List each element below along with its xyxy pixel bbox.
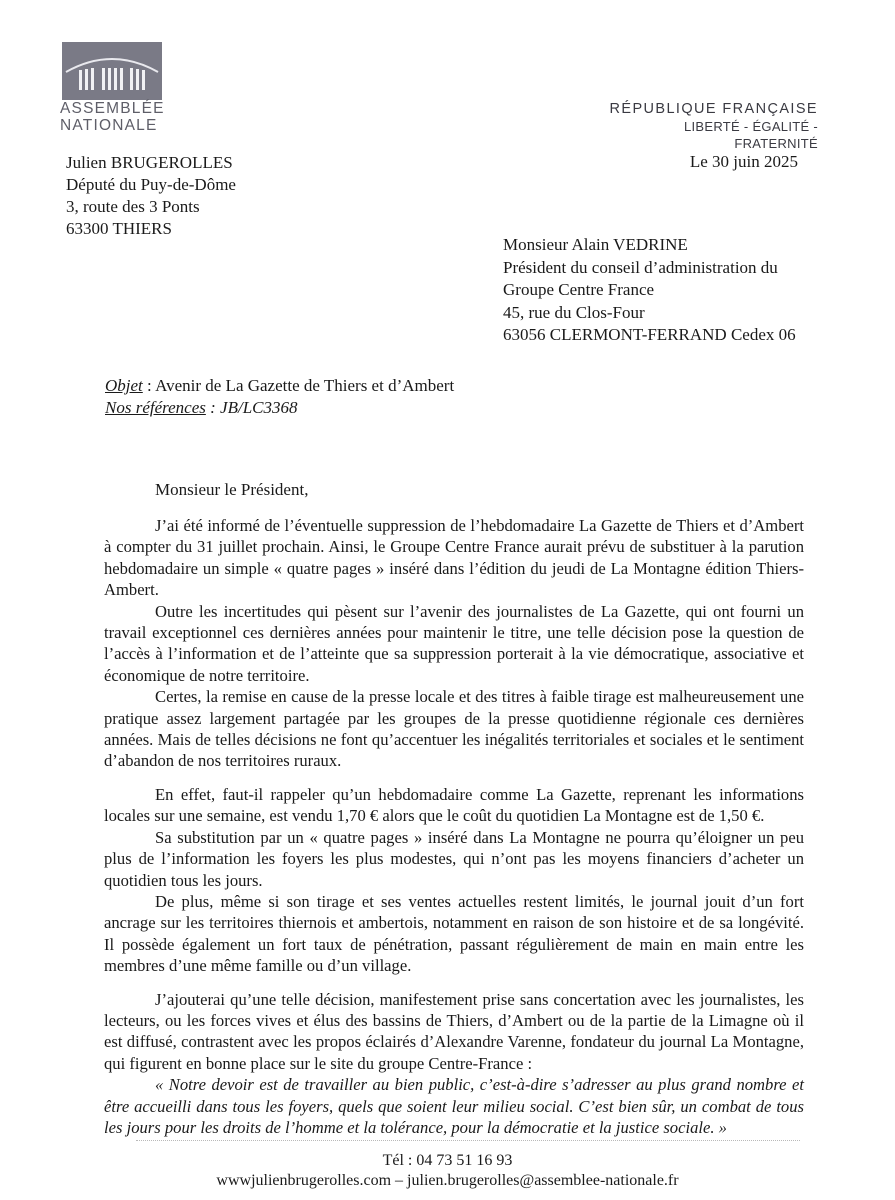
recipient-name: Monsieur Alain VEDRINE (503, 235, 688, 254)
sender-city: 63300 THIERS (66, 219, 172, 238)
recipient-city: 63056 CLERMONT-FERRAND Cedex 06 (503, 325, 796, 345)
logo-line-1: ASSEMBLÉE (60, 100, 165, 117)
footer-divider (136, 1140, 800, 1141)
sender-name: Julien BRUGEROLLES (66, 153, 233, 172)
sender-title: Député du Puy-de-Dôme (66, 175, 236, 194)
paragraph: J’ai été informé de l’éventuelle suppression de l’hebdomadaire La Gazette de Thiers et d’Ambert à compter du 31 juillet prochain. Ainsi, le Groupe Centre France aurait prévu de substituer à la parution hebdomadaire un simple « quatre pages » inséré dans l’édition du jeudi de La Montagne édition Thiers-Ambert. (104, 516, 804, 600)
salutation: Monsieur le Président, (155, 480, 309, 499)
assemblee-logo-text (60, 100, 180, 134)
assemblee-logo-icon (62, 42, 162, 100)
quotation: « Notre devoir est de travailler au bien public, c’est-à-dire s’adresser au plus grand nombre et être accueilli dans tous les foyers, quels que soient leur milieu social. C’est bien sûr, un combat de tous les jours pour les droits de l’homme et la tolérance, pour la démocratie et la justice sociale. » (104, 1075, 804, 1137)
recipient-street: 45, rue du Clos-Four (503, 302, 645, 322)
reference-text: : JB/LC3368 (205, 398, 298, 417)
subject-line (105, 375, 454, 397)
recipient-line-2: Groupe Centre France (503, 280, 655, 300)
sender-street: 3, route des 3 Ponts (66, 197, 200, 216)
paragraph: J’ajouterai qu’une telle décision, manifestement prise sans concertation avec les journalistes, les lecteurs, ou les forces vives et élus des bassins de Thiers, d’Ambert ou de la partie de la Limagne où il est diffusé, contrastent avec les propos éclairés d’Alexandre Varenne, fondateur du journal La Montagne, qui figurent en bonne place sur le site du groupe Centre-France : (104, 989, 804, 1073)
footer-contact: wwwjulienbrugerolles.com – julien.brugerolles@assemblee-nationale.fr (216, 1172, 679, 1189)
paragraph: Outre les incertitudes qui pèsent sur l’avenir des journalistes de La Gazette, qui ont fourni un travail exceptionnel ces dernières années pour maintenir le titre, une telle décision pose la question de l’accès à l’information et de l’atteinte que sa suppression porterait à la vie démocratique, associative et économique de notre territoire. (104, 601, 804, 685)
sender-block (66, 152, 236, 240)
recipient-block (503, 234, 796, 347)
paragraph: De plus, même si son tirage et ses ventes actuelles restent limités, le journal jouit d’un fort ancrage sur les territoires thiernois et ambertois, notamment en raison de son histoire et de sa longévité. Il possède également un fort taux de pénétration, passant régulièrement de main en main entre les membres d’une même famille ou d’un village. (104, 891, 804, 976)
republic-motto: LIBERTÉ - ÉGALITÉ - FRATERNITÉ (683, 119, 818, 151)
republic-header (600, 100, 818, 152)
reference-line (105, 397, 454, 419)
paragraph: Certes, la remise en cause de la presse locale et des titres à faible tirage est malheureusement une pratique assez largement partagée par les groupes de la presse quotidienne régionale ces dernières années. Mais de telles décisions ne font qu’accentuer les inégalités territoriales et sociales et le sentiment d’abandon de nos territoires ruraux. (104, 687, 804, 771)
letter-body (104, 515, 804, 1138)
subject-text: : Avenir de La Gazette de Thiers et d’Ambert (142, 376, 455, 395)
paragraph: Sa substitution par un « quatre pages » inséré dans La Montagne ne pourra qu’éloigner un peu plus de l’information les foyers les plus modestes, qui n’ont pas les moyens financiers d’acheter un quotidien tous les jours. (104, 827, 804, 890)
footer-phone: Tél : 04 73 51 16 93 (382, 1152, 513, 1169)
paragraph: En effet, faut-il rappeler qu’un hebdomadaire comme La Gazette, reprenant les informations locales sur une semaine, est vendu 1,70 € alors que le coût du quotidien La Montagne est de 1,50 €. (104, 784, 804, 826)
reference-label: Nos références (105, 398, 206, 417)
letter-date: Le 30 juin 2025 (689, 152, 798, 171)
subject-label: Objet (105, 376, 143, 395)
recipient-line-1: Président du conseil d’administration du (503, 257, 778, 277)
republic-name: RÉPUBLIQUE FRANÇAISE (609, 101, 818, 117)
subject-block (105, 375, 454, 419)
logo-line-2: NATIONALE (60, 117, 158, 134)
